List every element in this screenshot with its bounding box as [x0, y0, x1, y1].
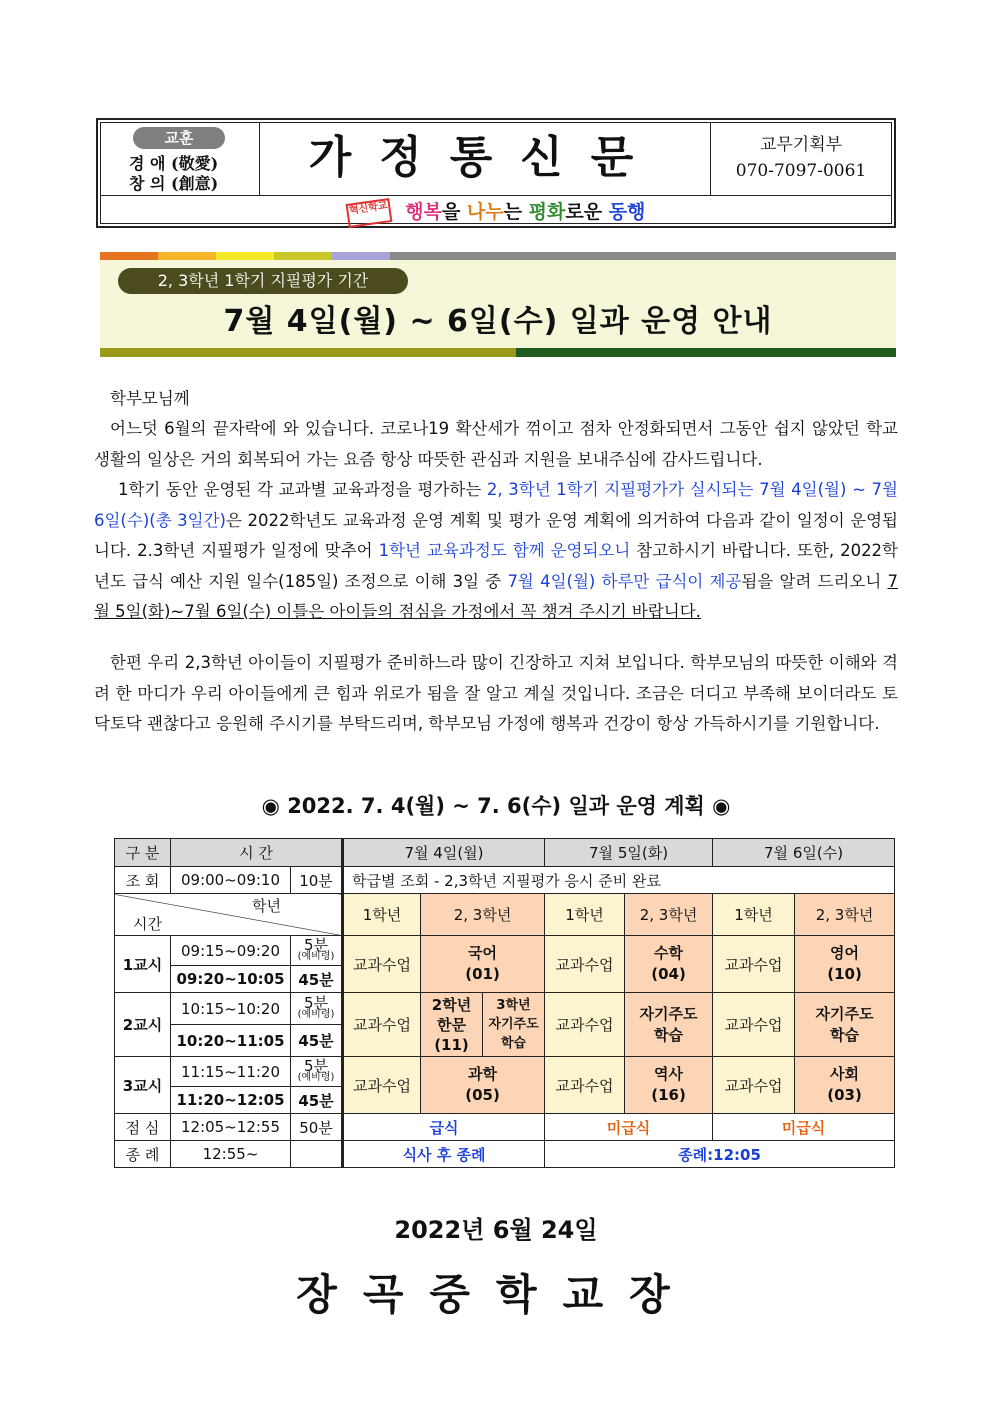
grade1-day1: 1학년 — [343, 894, 421, 936]
lunch-time: 12:05~12:55 — [171, 1114, 291, 1141]
paragraph-2 — [94, 475, 898, 628]
newsletter-title: 가정통신문 — [260, 123, 711, 195]
diag-grade-label: 학년 — [252, 897, 281, 915]
department-info — [711, 123, 891, 195]
closing-time: 12:55~ — [171, 1141, 291, 1168]
period-1-g1-day1: 교과수업 — [343, 936, 421, 993]
header-gubun: 구 분 — [115, 839, 171, 867]
grade23-day3: 2, 3학년 — [795, 894, 895, 936]
period-3-g1-day1: 교과수업 — [343, 1057, 421, 1114]
period-1-g1-day2: 교과수업 — [545, 936, 625, 993]
period-3-time: 11:20~12:05 — [171, 1087, 291, 1114]
banner-bottom-bar — [100, 348, 896, 357]
p2-underline-notice: 7월 5일(화)~7월 6일(수) 이틀은 아이들의 점심을 가정에서 꼭 챙겨 주시기 바랍니다. — [94, 571, 898, 621]
p2-text-e: 참고하시기 바랍니다. 또한, 2022학년도 급식 예산 지원 일수(185일) 조정으로 이해 3일 중 — [94, 541, 898, 591]
period-1-time: 09:20~10:05 — [171, 966, 291, 993]
period-2-g23-day2: 자기주도 학습 — [625, 993, 713, 1057]
principal-signature: 장곡중학교장 — [296, 1270, 696, 1319]
period-3-g23-day1: 과학 (05) — [421, 1057, 545, 1114]
p2-text-c: 은 2022학년도 교육과정 운영 계획 및 평가 운영 계획에 의거하여 다음과 같이 일정이 운영됩니다. 2.3학년 지필평가 일정에 맞추어 — [94, 510, 899, 560]
period-2-g3-day1: 3학년 자기주도 학습 — [483, 993, 545, 1057]
header-day-1: 7월 4일(월) — [343, 839, 545, 867]
period-3-prep-dur: 5분 — [303, 1056, 329, 1075]
period-2-g1-day1: 교과수업 — [343, 993, 421, 1057]
slogan-word-1: 행복 — [405, 201, 442, 223]
issue-date: 2022년 6월 24일 — [394, 1216, 598, 1244]
p2-highlight-lunch: 7월 4일(월) 하루만 급식이 제공 — [507, 571, 742, 591]
diag-time-label: 시간 — [133, 915, 162, 933]
period-2-g1-day2: 교과수업 — [545, 993, 625, 1057]
period-1-prep-dur: 5분 — [303, 935, 329, 954]
closing-label: 종 례 — [115, 1141, 171, 1168]
closing-day1: 식사 후 종례 — [343, 1141, 545, 1168]
period-3-g1-day3: 교과수업 — [713, 1057, 795, 1114]
period-2-g2-day1: 2학년 한문 (11) — [421, 993, 483, 1057]
p2-highlight-exam-period: 2, 3학년 1학기 지필평가가 실시되는 7월 4일(월) ~ 7월 6일(수)(총 3일간) — [94, 480, 898, 530]
paragraph-1: 어느덧 6월의 끝자락에 와 있습니다. 코로나19 확산세가 꺾이고 점차 안정화되면서 그동안 쉽지 않았던 학교생활의 일상은 거의 회복되어 가는 요즘 항상 따뜻한 관심과 지원을 보내주심에 감사드립니다. — [94, 419, 898, 469]
innovation-school-stamp: 혁신학교 — [345, 198, 392, 228]
period-1-prep-time: 09:15~09:20 — [171, 936, 291, 966]
period-3-g1-day2: 교과수업 — [545, 1057, 625, 1114]
period-1-g1-day3: 교과수업 — [713, 936, 795, 993]
diagonal-header — [115, 894, 343, 936]
period-1-g23-day3: 영어 (10) — [795, 936, 895, 993]
period-2-g1-day3: 교과수업 — [713, 993, 795, 1057]
period-1-prep-note: (예비령) — [297, 950, 335, 962]
period-1-label: 1교시 — [115, 936, 171, 993]
period-3-prep-time: 11:15~11:20 — [171, 1057, 291, 1087]
grade23-day1: 2, 3학년 — [421, 894, 545, 936]
period-2-label: 2교시 — [115, 993, 171, 1057]
assembly-duration: 10분 — [291, 867, 343, 894]
p2-text-g: 됨을 알려 드리오니 — [741, 571, 888, 591]
grade23-day2: 2, 3학년 — [625, 894, 713, 936]
period-3-label: 3교시 — [115, 1057, 171, 1114]
lunch-duration: 50분 — [291, 1114, 343, 1141]
period-1-g23-day1: 국어 (01) — [421, 936, 545, 993]
department-phone: 070-7097-0061 — [735, 161, 867, 181]
slogan-part-2: 을 — [441, 201, 467, 223]
newsletter-header — [96, 118, 896, 228]
header-day-2: 7월 5일(화) — [545, 839, 713, 867]
motto-line-2: 창 의 (創意) — [129, 174, 219, 193]
school-motto — [101, 123, 260, 195]
slogan-word-2: 나누 — [466, 201, 504, 223]
period-3-prep-note: (예비령) — [297, 1071, 335, 1083]
slogan-part-6: 로운 — [565, 201, 609, 223]
lunch-day3: 미급식 — [713, 1114, 895, 1141]
period-1-dur: 45분 — [291, 966, 343, 993]
header-time: 시 간 — [171, 839, 343, 867]
slogan-word-4: 동행 — [608, 201, 646, 223]
greeting: 학부모님께 — [110, 389, 190, 408]
closing-duration — [291, 1141, 343, 1168]
motto-badge: 교훈 — [133, 127, 225, 149]
slogan-part-4: 는 — [503, 201, 529, 223]
schedule-heading: ◉ 2022. 7. 4(월) ~ 7. 6(수) 일과 운영 계획 ◉ — [261, 794, 731, 818]
grade1-day3: 1학년 — [713, 894, 795, 936]
school-slogan — [101, 196, 891, 223]
schedule-table — [114, 838, 895, 1168]
period-2-dur: 45분 — [291, 1025, 343, 1057]
assembly-note: 학급별 조회 - 2,3학년 지필평가 응시 준비 완료 — [343, 867, 895, 894]
paragraph-3: 한편 우리 2,3학년 아이들이 지필평가 준비하느라 많이 긴장하고 지쳐 보입니다. 학부모님의 따뜻한 이해와 격려 한 마디가 우리 아이들에게 큰 힘과 위로가 됨을 잘 알고 계실 것입니다. 조금은 더디고 부족해 보이더라도 토닥토닥 괜찮다고 응원해 주시기를 부탁드리며, 학부모님 가정에 행복과 건강이 항상 가득하시기를 기원합니다. — [94, 653, 898, 733]
slogan-word-3: 평화 — [528, 201, 566, 223]
header-day-3: 7월 6일(수) — [713, 839, 895, 867]
motto-line-1: 경 애 (敬愛) — [129, 154, 219, 173]
period-2-prep-dur: 5분 — [303, 993, 329, 1012]
p2-text-a: 1학기 동안 운영된 각 교과별 교육과정을 평가하는 — [118, 480, 487, 499]
period-1-g23-day2: 수학 (04) — [625, 936, 713, 993]
grade1-day2: 1학년 — [545, 894, 625, 936]
period-2-time: 10:20~11:05 — [171, 1025, 291, 1057]
period-3-dur: 45분 — [291, 1087, 343, 1114]
lunch-day2: 미급식 — [545, 1114, 713, 1141]
period-2-prep-note: (예비령) — [297, 1008, 335, 1020]
lunch-label: 점 심 — [115, 1114, 171, 1141]
closing-day23: 종례:12:05 — [545, 1141, 895, 1168]
period-3-g23-day3: 사회 (03) — [795, 1057, 895, 1114]
assembly-time: 09:00~09:10 — [171, 867, 291, 894]
period-3-g23-day2: 역사 (16) — [625, 1057, 713, 1114]
assembly-label: 조 회 — [115, 867, 171, 894]
period-2-g23-day3: 자기주도 학습 — [795, 993, 895, 1057]
banner-pill: 2, 3학년 1학기 지필평가 기간 — [118, 268, 408, 294]
banner-title: 7월 4일(월) ~ 6일(수) 일과 운영 안내 — [223, 304, 773, 339]
lunch-day1: 급식 — [343, 1114, 545, 1141]
department-name: 교무기획부 — [759, 135, 843, 155]
period-2-prep-time: 10:15~10:20 — [171, 993, 291, 1025]
p2-highlight-grade1: 1학년 교육과정도 함께 운영되오니 — [378, 541, 631, 560]
